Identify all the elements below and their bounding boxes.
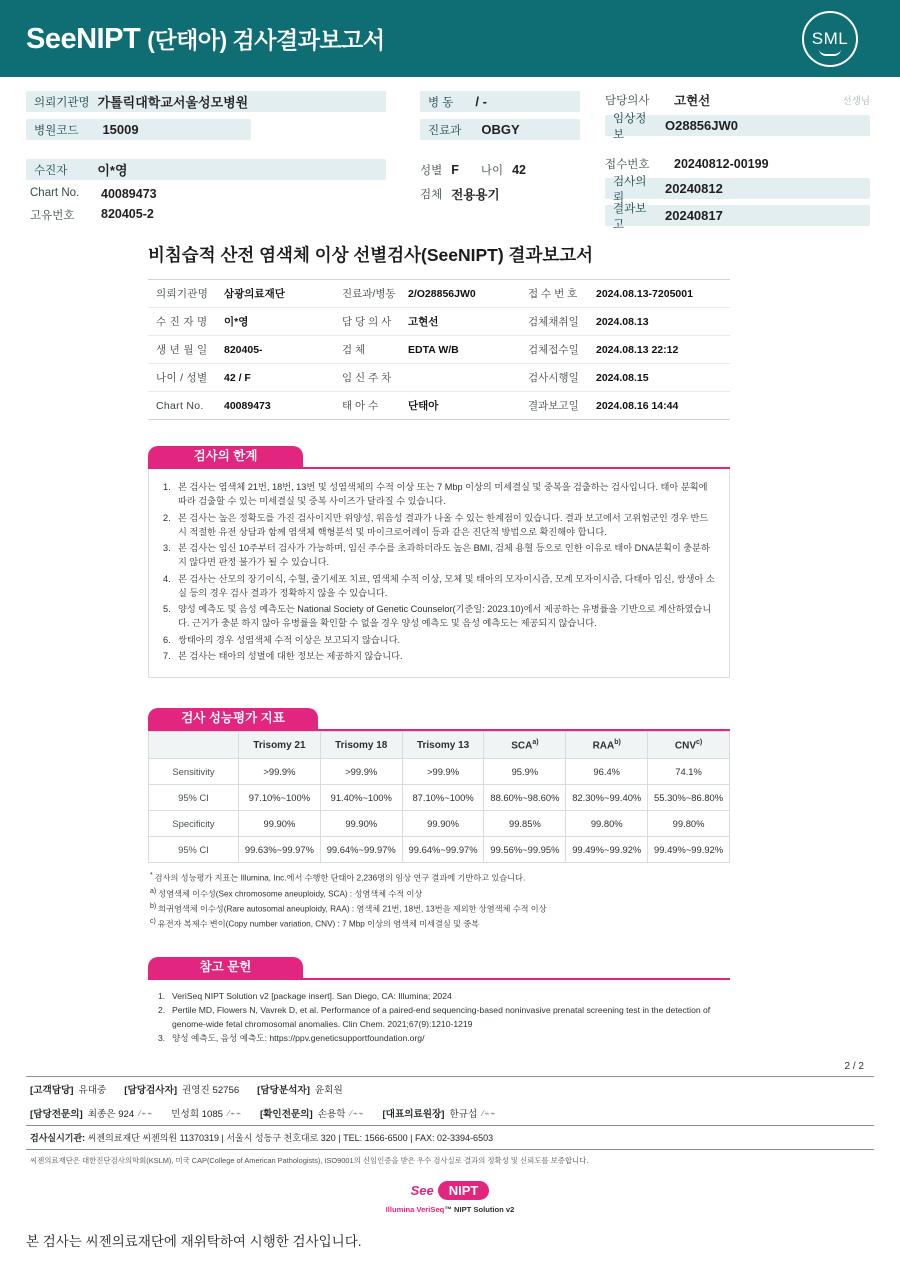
sml-logo-icon	[802, 11, 858, 67]
performance-cell: 99.80%	[648, 811, 730, 837]
performance-column-header: Trisomy 13	[402, 732, 484, 759]
logo-see-text: See	[410, 1182, 434, 1198]
order-date-label: 검사의뢰	[613, 175, 647, 204]
patient-left-column	[26, 91, 386, 223]
specimen-label: 검체	[420, 189, 443, 201]
limitations-section	[148, 446, 730, 678]
ward-row	[420, 91, 580, 112]
footer-staff-label: [담당전문의]	[30, 1109, 83, 1121]
performance-cell: 99.56%~99.95%	[484, 837, 566, 863]
uid-value: 820405-2	[101, 207, 154, 221]
footer-staff-entry	[171, 1106, 242, 1120]
performance-tab-label: 검사 성능평가 지표	[148, 708, 318, 729]
limitation-text: 본 검사는 산모의 장기이식, 수혈, 줄기세포 치료, 염색체 수적 이상, 모체 및 태아의 모자이시즘, 모계 모자이시즘, 다태아 임신, 쌍생아 소실 등의 경우 검사 결과가 정확하지 않을 수 있습니다.	[178, 573, 715, 598]
summary-key-1: 수 진 자 명	[148, 308, 220, 336]
summary-value-1: 삼광의료재단	[224, 288, 285, 300]
footer-staff-line-2	[26, 1101, 874, 1125]
footer-staff-value: 유대중	[78, 1085, 107, 1097]
uid-row	[26, 207, 386, 223]
limitation-item	[163, 649, 715, 663]
summary-value-1: 40089473	[220, 392, 338, 420]
brand-name: SeeNIPT	[26, 22, 141, 55]
order-date-row	[605, 175, 870, 204]
limitation-item	[163, 480, 715, 509]
performance-cell: 95.9%	[484, 759, 566, 785]
performance-column-header	[149, 732, 239, 759]
document-header	[0, 0, 900, 77]
limitation-item	[163, 541, 715, 570]
limitation-text: 본 검사는 태아의 성별에 대한 정보는 제공하지 않습니다.	[178, 650, 403, 661]
footer-staff-entry	[30, 1106, 153, 1120]
chart-no-value: 40089473	[101, 187, 157, 201]
footer-staff-label: [고객담당]	[30, 1085, 74, 1097]
signature-mark-icon: ⁄⌁⌁	[139, 1108, 154, 1118]
performance-cell: 99.80%	[566, 811, 648, 837]
doctor-row	[605, 91, 870, 109]
limitation-number: 3.	[163, 543, 171, 553]
performance-note	[150, 916, 750, 931]
performance-note-mark: b)	[150, 902, 159, 910]
table-row	[149, 785, 730, 811]
reference-item	[158, 990, 726, 1004]
order-date-value: 20240812	[665, 181, 723, 196]
footer-staff-label: [대표의료원장]	[382, 1109, 445, 1121]
doctor-label: 담당의사	[605, 95, 650, 107]
accept-no-label: 접수번호	[605, 159, 650, 171]
reference-number: 2.	[158, 1005, 166, 1016]
ward-label: 병 동	[428, 96, 454, 109]
summary-key-3: 검체접수일	[524, 336, 592, 364]
org-value: 가톨릭대학교서울성모병원	[97, 95, 249, 110]
summary-value-2: 고현선	[404, 308, 524, 336]
summary-key-2: 담 당 의 사	[338, 308, 404, 336]
performance-row-label: Sensitivity	[149, 759, 239, 785]
performance-note-text: 검사의 성능평가 지표는 Illumina, Inc.에서 수행한 단태아 2,236명의 임상 연구 결과에 기반하고 있습니다.	[154, 874, 526, 884]
limitation-number: 1.	[163, 482, 171, 492]
performance-header-superscript: c)	[696, 739, 703, 746]
performance-cell: 74.1%	[648, 759, 730, 785]
limitation-item	[163, 572, 715, 601]
references-tab-label: 참고 문헌	[148, 957, 303, 978]
logo-subtitle-tm: ™	[444, 1204, 452, 1214]
page-title	[26, 22, 385, 56]
sex-value: F	[451, 163, 459, 177]
report-date-value: 20240817	[665, 208, 723, 223]
performance-column-header: RAA$^{b)}$	[566, 732, 648, 759]
dept-row	[420, 119, 580, 140]
performance-note	[150, 886, 750, 901]
reference-text: 양성 예측도, 음성 예측도: https://ppv.geneticsupportfoundation.org/	[172, 1032, 425, 1043]
summary-key-2: 임 신 주 차	[338, 364, 404, 392]
sex-age-row	[420, 162, 580, 178]
performance-column-header: Trisomy 21	[239, 732, 321, 759]
summary-key-1: 의뢰기관명	[156, 288, 209, 300]
footer-staff-label: [담당분석자]	[257, 1085, 310, 1097]
specimen-value: 전용용기	[451, 188, 500, 202]
performance-notes	[150, 870, 750, 931]
table-row	[149, 759, 730, 785]
sex-label: 성별	[420, 165, 443, 177]
performance-table	[148, 731, 730, 863]
age-label: 나이	[480, 165, 504, 177]
uid-label: 고유번호	[30, 210, 75, 222]
specimen-summary-table	[148, 279, 730, 420]
limitations-box	[148, 469, 730, 678]
performance-cell: 88.60%~98.60%	[484, 785, 566, 811]
hospital-code-row	[26, 119, 251, 140]
performance-cell: >99.9%	[239, 759, 321, 785]
document-footer	[26, 1076, 874, 1213]
footer-staff-label: [담당검사자]	[124, 1085, 178, 1097]
report-title-korean: (단태아) 검사결과보고서	[147, 26, 385, 53]
table-row	[148, 308, 730, 336]
reference-text: VeriSeq NIPT Solution v2 [package insert]. San Diego, CA: Illumina; 2024	[172, 991, 452, 1002]
summary-key-1: 생 년 월 일	[148, 336, 220, 364]
footer-staff-line-1	[26, 1077, 874, 1101]
page-number: 2 / 2	[844, 1061, 864, 1073]
dept-label: 진료과	[428, 124, 462, 137]
patient-name-label: 수진자	[34, 164, 68, 177]
limitation-item	[163, 602, 715, 631]
performance-note-mark: a)	[150, 887, 159, 895]
performance-cell: 96.4%	[566, 759, 648, 785]
clinical-row	[605, 112, 870, 141]
org-label: 의뢰기관명	[34, 96, 90, 109]
footer-staff-entry	[382, 1106, 496, 1120]
summary-key-1: 나이 / 성별	[148, 364, 220, 392]
limitation-text: 쌍태아의 경우 성염색체 수적 이상은 보고되지 않습니다.	[178, 634, 400, 645]
summary-key-2: 검 체	[338, 336, 404, 364]
performance-note	[150, 901, 750, 916]
performance-note-text: 성염색체 이수성(Sex chromosome aneuploidy, SCA) : 성염색체 수적 이상	[158, 889, 423, 899]
summary-value-3: 2024.08.13 22:12	[592, 336, 730, 364]
summary-value-2: 2/O28856JW0	[408, 287, 476, 300]
performance-cell: 99.64%~99.97%	[320, 837, 402, 863]
limitation-number: 5.	[163, 604, 171, 614]
table-row	[149, 837, 730, 863]
footer-staff-entry	[124, 1082, 239, 1096]
performance-note-mark: *	[150, 872, 155, 880]
performance-cell: 99.49%~99.92%	[648, 837, 730, 863]
reference-item	[158, 1004, 726, 1032]
patient-name-row	[26, 159, 386, 180]
performance-column-header: Trisomy 18	[320, 732, 402, 759]
summary-key-2: 태 아 수	[338, 392, 404, 420]
table-row	[148, 364, 730, 392]
reference-item	[158, 1032, 726, 1046]
limitation-item	[163, 633, 715, 647]
footer-staff-value: 최종은 924	[87, 1109, 135, 1121]
performance-cell: 99.63%~99.97%	[239, 837, 321, 863]
logo-subtitle	[26, 1205, 874, 1214]
performance-cell: 55.30%~86.80%	[648, 785, 730, 811]
footer-staff-label: [확인전문의]	[259, 1109, 313, 1121]
performance-cell: 99.49%~99.92%	[566, 837, 648, 863]
performance-header-superscript: a)	[532, 739, 539, 746]
performance-cell: 82.30%~99.40%	[566, 785, 648, 811]
clinical-label: 임상정보	[613, 112, 647, 141]
summary-key-3: 접 수 번 호	[528, 288, 578, 300]
limitation-text: 본 검사는 높은 정확도를 가진 검사이지만 위양성, 위음성 결과가 나올 수 있는 한계점이 있습니다. 결과 보고에서 고위험군인 경우 반드시 적절한 유전 상담과 함께 염색체 핵형분석 및 마이크로어레이 등과 같은 진단적 방법으로 확진해야 합니다.	[178, 512, 709, 537]
age-value: 42	[512, 163, 526, 177]
limitation-number: 4.	[163, 573, 171, 584]
doctor-value: 고현선	[674, 94, 711, 108]
accept-no-value: 20240812-00199	[674, 157, 769, 171]
performance-section	[148, 708, 730, 863]
reference-number: 1.	[158, 991, 166, 1002]
seenipt-logo	[26, 1181, 874, 1214]
ward-value: / -	[475, 94, 487, 109]
performance-cell: >99.9%	[320, 759, 402, 785]
limitation-text: 본 검사는 임신 10주부터 검사가 가능하며, 임신 주수를 초과하더라도 높은 BMI, 검체 용혈 등으로 인한 이유로 태아 DNA분획이 충분하지 않다면 판정 불가가 될 수 있습니다.	[178, 543, 710, 568]
signature-mark-icon: ⁄⌁⌁	[482, 1108, 497, 1118]
signature-mark-icon: ⁄⌁⌁	[350, 1108, 365, 1118]
performance-cell: 91.40%~100%	[320, 785, 402, 811]
summary-value-1: 820405-	[220, 336, 338, 364]
summary-key-1: Chart No.	[148, 392, 220, 420]
footer-staff-value: 한규섭	[449, 1109, 478, 1121]
table-row	[149, 811, 730, 837]
performance-column-header: CNV$^{c)}$	[648, 732, 730, 759]
footer-accreditation-note: 씨젠의료재단은 대한진단검사의학회(KSLM), 미국 CAP(College of American Pathologists), ISO9001의 신임인증을 받은 우수 검사실로 결과의 정확성 및 신뢰도를 보증합니다.	[30, 1156, 589, 1166]
summary-value-2: EDTA W/B	[404, 336, 524, 364]
performance-row-label: Specificity	[149, 811, 239, 837]
tail-note: 본 검사는 씨젠의료재단에 재위탁하여 시행한 검사입니다.	[26, 1233, 362, 1249]
limitation-text: 본 검사는 염색체 21번, 18번, 13번 및 성염색체의 수적 이상 또는 7 Mbp 이상의 미세결실 및 중복을 검출하는 검사입니다. 태아 분획에 따라 검출할 수 있는 미세결실 및 중복 사이즈가 달라질 수 있습니다.	[178, 482, 708, 507]
performance-note	[150, 870, 750, 885]
performance-cell: 99.85%	[484, 811, 566, 837]
performance-note-text: 유전자 복제수 변이(Copy number variation, CNV) : 7 Mbp 이상의 염색체 미세결실 및 중복	[157, 919, 480, 929]
hospital-code-label: 병원코드	[34, 124, 79, 137]
footer-staff-entry	[260, 1106, 365, 1120]
limitations-tab-label: 검사의 한계	[148, 446, 303, 467]
report-date-row	[605, 202, 870, 231]
signature-mark-icon: ⁄⌁⌁	[228, 1108, 242, 1118]
footer-staff-entry	[30, 1082, 106, 1096]
footer-staff-value: 권영진 52756	[182, 1085, 240, 1097]
summary-value-2	[404, 364, 524, 392]
summary-key-3: 검체채취일	[524, 308, 592, 336]
org-row	[26, 91, 386, 112]
performance-cell: 99.90%	[239, 811, 321, 837]
footer-lab-label: 검사실시기관:	[30, 1133, 86, 1144]
table-row	[148, 392, 730, 420]
footer-staff-value: 윤회원	[314, 1085, 343, 1097]
performance-cell: 87.10%~100%	[402, 785, 484, 811]
summary-key-3: 검사시행일	[524, 364, 592, 392]
hospital-code-value: 15009	[102, 122, 139, 137]
table-row	[148, 280, 730, 308]
performance-note-text: 희귀염색체 이수성(Rare autosomal aneuploidy, RAA) : 염색체 21번, 18번, 13번을 제외한 상염색체 수적 이상	[158, 904, 547, 914]
references-section	[148, 957, 730, 1045]
summary-value-3: 2024.08.16 14:44	[592, 392, 730, 420]
chart-no-row	[26, 187, 386, 201]
dept-value: OBGY	[481, 122, 520, 137]
performance-header-superscript: b)	[614, 739, 621, 746]
reference-number: 3.	[158, 1032, 166, 1043]
reference-text: Pertile MD, Flowers N, Vavrek D, et al. Performance of a paired-end sequencing-based noninvasive prenatal screening test in the detection of genome-wide fetal chromosomal anomalies. Clin Chem. 2021;67(9):1210-1219	[172, 1005, 711, 1029]
report-date-label: 결과보고	[613, 202, 647, 231]
summary-value-3: 2024.08.13-7205001	[596, 287, 693, 300]
limitation-number: 7.	[163, 650, 171, 661]
chart-no-label: Chart No.	[30, 187, 80, 199]
performance-cell: 99.90%	[402, 811, 484, 837]
summary-value-2: 단태아	[404, 392, 524, 420]
table-row	[148, 336, 730, 364]
logo-subtitle-pre: Illumina VeriSeq	[385, 1204, 445, 1214]
summary-value-3: 2024.08.15	[592, 364, 730, 392]
performance-row-label: 95% CI	[149, 785, 239, 811]
sml-logo-swoosh-icon	[819, 49, 841, 56]
performance-cell: >99.9%	[402, 759, 484, 785]
footer-staff-entry	[257, 1082, 343, 1096]
patient-info-block	[0, 77, 900, 232]
footer-lab-value: 씨젠의료재단 씨젠의원 11370319 | 서울시 성동구 천호대로 320 | TEL: 1566-6500 | FAX: 02-3394-6503	[87, 1133, 494, 1144]
performance-row-label: 95% CI	[149, 837, 239, 863]
performance-cell: 99.64%~99.97%	[402, 837, 484, 863]
patient-right-column	[605, 91, 870, 231]
footer-lab-line	[26, 1126, 874, 1149]
performance-column-header: SCA$^{a)}$	[484, 732, 566, 759]
accept-no-row	[605, 156, 870, 172]
performance-note-mark: c)	[150, 918, 158, 926]
footer-staff-value: 손용학	[317, 1109, 346, 1121]
doctor-suffix: 선생님	[842, 96, 870, 107]
patient-name-value: 이*영	[97, 163, 128, 178]
performance-cell: 97.10%~100%	[239, 785, 321, 811]
performance-cell: 99.90%	[320, 811, 402, 837]
limitation-number: 2.	[163, 512, 171, 523]
summary-value-1: 이*영	[220, 308, 338, 336]
limitation-item	[163, 511, 715, 540]
logo-subtitle-post: NIPT Solution v2	[451, 1204, 515, 1214]
summary-key-2: 진료과/병동	[342, 288, 396, 300]
sml-logo-text: SML	[811, 29, 849, 48]
summary-key-3: 결과보고일	[524, 392, 592, 420]
limitation-text: 양성 예측도 및 음성 예측도는 National Society of Genetic Counselor(기준일: 2023.10)에서 제공하는 유병률을 기반으로 계산하였습니다. 근거가 충분 하지 않아 유병률을 확인할 수 없을 경우 양성 예측도 및 음성 예측도는 제공되지 않습니다.	[178, 604, 712, 629]
limitation-number: 6.	[163, 634, 171, 645]
specimen-row	[420, 185, 580, 203]
report-section-title: 비침습적 산전 염색체 이상 선별검사(SeeNIPT) 결과보고서	[148, 245, 594, 265]
footer-staff-value: 민성희 1085	[171, 1109, 223, 1121]
patient-middle-column	[420, 91, 580, 203]
logo-nipt-text: NIPT	[438, 1181, 490, 1200]
summary-value-3: 2024.08.13	[592, 308, 730, 336]
clinical-value: O28856JW0	[665, 118, 738, 133]
summary-value-1: 42 / F	[220, 364, 338, 392]
